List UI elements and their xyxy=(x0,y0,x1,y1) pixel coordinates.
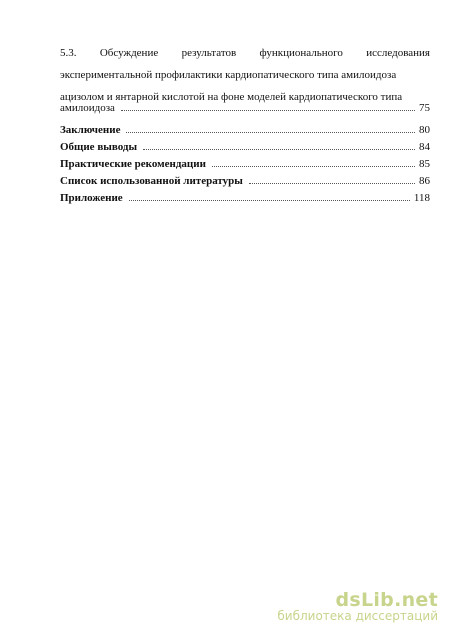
toc-label: Практические рекомендации xyxy=(60,158,206,170)
toc-page-number: 85 xyxy=(419,158,430,170)
section-title-word: результатов xyxy=(181,47,237,59)
toc-page-number: 118 xyxy=(413,192,430,204)
toc-row-conclusion[interactable] xyxy=(60,120,430,136)
leader-dots xyxy=(126,131,415,133)
leader-dots xyxy=(212,165,415,167)
section-title-word: Обсуждение xyxy=(99,47,159,59)
section-number: 5.3. xyxy=(60,47,77,59)
section-title-word: исследования xyxy=(366,47,430,59)
toc-label: амилоидоза xyxy=(60,102,115,114)
toc-row-general-conclusions[interactable] xyxy=(60,137,430,153)
toc-label: Приложение xyxy=(60,192,123,204)
toc-label: Общие выводы xyxy=(60,141,138,153)
leader-dots xyxy=(143,148,415,150)
toc-label: Заключение xyxy=(60,124,121,136)
section-5-3-line-2: экспериментальной профилактики кардиопатического типа амилоидоза xyxy=(60,69,397,81)
toc-row-section-5-3[interactable] xyxy=(60,98,430,114)
toc-page-number: 80 xyxy=(419,124,430,136)
section-5-3-line-3: ацизолом и янтарной кислотой на фоне моделей кардиопатического типа xyxy=(60,91,403,103)
watermark xyxy=(277,589,438,623)
toc-row-practical-recommendations[interactable] xyxy=(60,154,430,170)
toc-page-number: 86 xyxy=(419,175,430,187)
section-title-word: функционального xyxy=(259,47,343,59)
leader-dots xyxy=(129,199,410,201)
toc-page-number: 84 xyxy=(419,141,430,153)
watermark-subtitle: библиотека диссертаций xyxy=(277,609,438,623)
toc-page-number: 75 xyxy=(419,102,430,114)
watermark-logo: dsLib.net xyxy=(335,589,438,611)
toc-row-bibliography[interactable] xyxy=(60,171,430,187)
leader-dots xyxy=(121,109,415,111)
toc-row-appendix[interactable] xyxy=(60,188,430,204)
leader-dots xyxy=(249,182,415,184)
toc-label: Список использованной литературы xyxy=(60,175,243,187)
section-5-3-line-1 xyxy=(60,42,430,64)
